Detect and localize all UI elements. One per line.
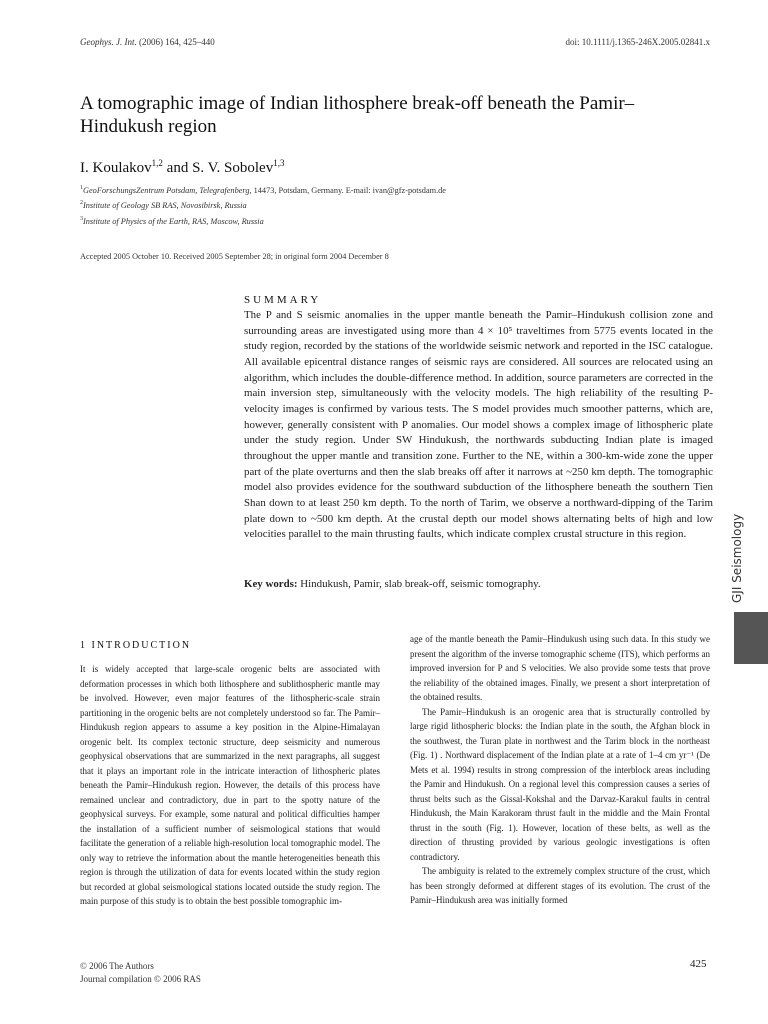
affiliation-3: $^3$Institute of Physics of the Earth, RAS, Moscow, Russia (80, 215, 264, 226)
summary-heading: SUMMARY (244, 294, 322, 306)
journal-volume: (2006) 164, 425–440 (138, 37, 215, 47)
body-column-right (410, 632, 710, 908)
paragraph: The Pamir–Hindukush is an orogenic area that is structurally controlled by large rigid lithospheric blocks: the Indian plate in the south, the Afghan block in the southwest, the Turan plate in northwest and the Tarim block in the northeast (Fig. 1) . Northward displacement of the Indian plate at a rate of 1–4 cm yr⁻¹ (De Mets et al. 1994) results in strong compression of the interblock areas including the Pamir and Hindukush. On a regional level this compression causes a series of thrust belts such as the Gissal-Kokshal and the Darvaz-Karakul faults in central Hindukush, the Main Karakoram thrust fault in the middle and the Main Frontal thrust in the south (Fig. 1). However, location of these belts, as well as the direction of thrusting provided by various geologic investigations is often contradictory. (410, 706, 710, 862)
doi: doi: 10.1111/j.1365-246X.2005.02841.x (565, 37, 710, 47)
paragraph: The ambiguity is related to the extremely complex structure of the crust, which has been strongly deformed at different stages of its evolution. The crust of the Pamir–Hindukush area was initially formed (410, 866, 710, 905)
summary-text: The P and S seismic anomalies in the upper mantle beneath the Pamir–Hindukush collision zone and surrounding areas are investigated using more than 4 × 10⁵ traveltimes from 5775 events located in the study region, recorded by the stations of the worldwide seismic network and reported in the ISC catalogue. All available epicentral distance ranges of seismic rays are considered. All sources are relocated using an algorithm, which includes the double-difference method. In addition, source parameters are corrected in the main inversion step, simultaneously with the velocity models. The high reliability of the resulting P-velocity images is confirmed by various tests. The S model provides much smoother patterns, which are, however, generally consistent with P anomalies. Our model shows a complex image of lithospheric plate under the study region. Under SW Hindukush, the northwards subducting Indian plate is imaged throughout the upper mantle and transition zone. Further to the NE, within a 300-km-wide zone the upper part of the plate overturns and then the slab breaks off after it narrows at ~250 km depth. The tomographic model also provides evidence for the southward subduction of the lithosphere beneath the southern Tien Shan down to at least 250 km depth. To the north of Tarim, we observe a northward-dipping of the Tarim plate down to ~500 km depth. At the crustal depth our model shows alternating belts of high and low velocities parallel to the main thrusting faults, which indicate complex crustal structure in this region. (244, 309, 713, 541)
paper-title: A tomographic image of Indian lithosphere break-off beneath the Pamir–Hindukush region (80, 93, 635, 137)
journal-name: Geophys. J. Int. (80, 37, 137, 47)
authors (80, 158, 284, 177)
keywords (244, 578, 713, 590)
page-number: 425 (690, 958, 707, 970)
publication-dates: Accepted 2005 October 10. Received 2005 September 28; in original form 2004 December 8 (80, 252, 389, 261)
section-tab-marker (734, 612, 768, 664)
section-side-label: GJI Seismology (730, 513, 744, 603)
affiliations (80, 182, 446, 228)
paragraph: It is widely accepted that large-scale orogenic belts are associated with deformation processes in which both lithosphere and sublithospheric mantle may be involved. However, even major features of the lithospheric-scale strain partitioning in the orogenic belts are not completely understood so far. The Pamir–Hindukush region appears to assume a key position in the Alpine-Himalayan orogenic belt. Its complex tectonic structure, deep seismicity and numerous geophysical observations that are summarized in the next paragraphs, all suggest that it plays an important role in the intricate interaction of lithospheric plates beneath the Pamir–Hindukush region. However, the details of this process have remained unclear and contradictory, due in part to the spotty nature of the geophysical surveys. For example, some natural and political difficulties hamper the installation of a sufficient number of seismological stations that would facilitate the generation of a reliable high-resolution local tomographic model. The only way to retrieve the information about the mantle heterogeneities beneath this region is through the utilization of data for events located within the study region but recorded at global seismological stations located outside the study region. The main purpose of this study is to obtain the best possible tomographic im- (80, 664, 380, 906)
running-header-left (80, 37, 215, 47)
copyright-line: © 2006 The Authors (80, 961, 154, 971)
introduction-heading: 1 INTRODUCTION (80, 640, 192, 651)
author-2: and S. V. Sobolev (162, 160, 274, 176)
keywords-label: Key words: (244, 578, 298, 590)
author-2-affil: 1,3 (273, 158, 285, 168)
paragraph: age of the mantle beneath the Pamir–Hindukush using such data. In this study we present the algorithm of the inverse tomographic scheme (ITS), which performs an improved inversion for P and S velocities. We also provide some tests that prove the reliability of the obtained images. Finally, we present a short interpretation of the obtained results. (410, 634, 710, 702)
affiliation-1: $^1$GeoForschungsZentrum Potsdam, Telegrafenberg, 14473, Potsdam, Germany. E-mail: ivan@gfz-potsdam.de (80, 185, 446, 195)
compilation-line: Journal compilation © 2006 RAS (80, 974, 201, 984)
body-column-left (80, 662, 380, 909)
affiliation-2: $^2$Institute of Geology SB RAS, Novosibirsk, Russia (80, 200, 247, 211)
author-1-affil: 1,2 (151, 158, 163, 168)
footer-copyright (80, 960, 201, 986)
author-1: I. Koulakov (80, 160, 152, 176)
keywords-list: Hindukush, Pamir, slab break-off, seismic tomography. (300, 578, 541, 590)
